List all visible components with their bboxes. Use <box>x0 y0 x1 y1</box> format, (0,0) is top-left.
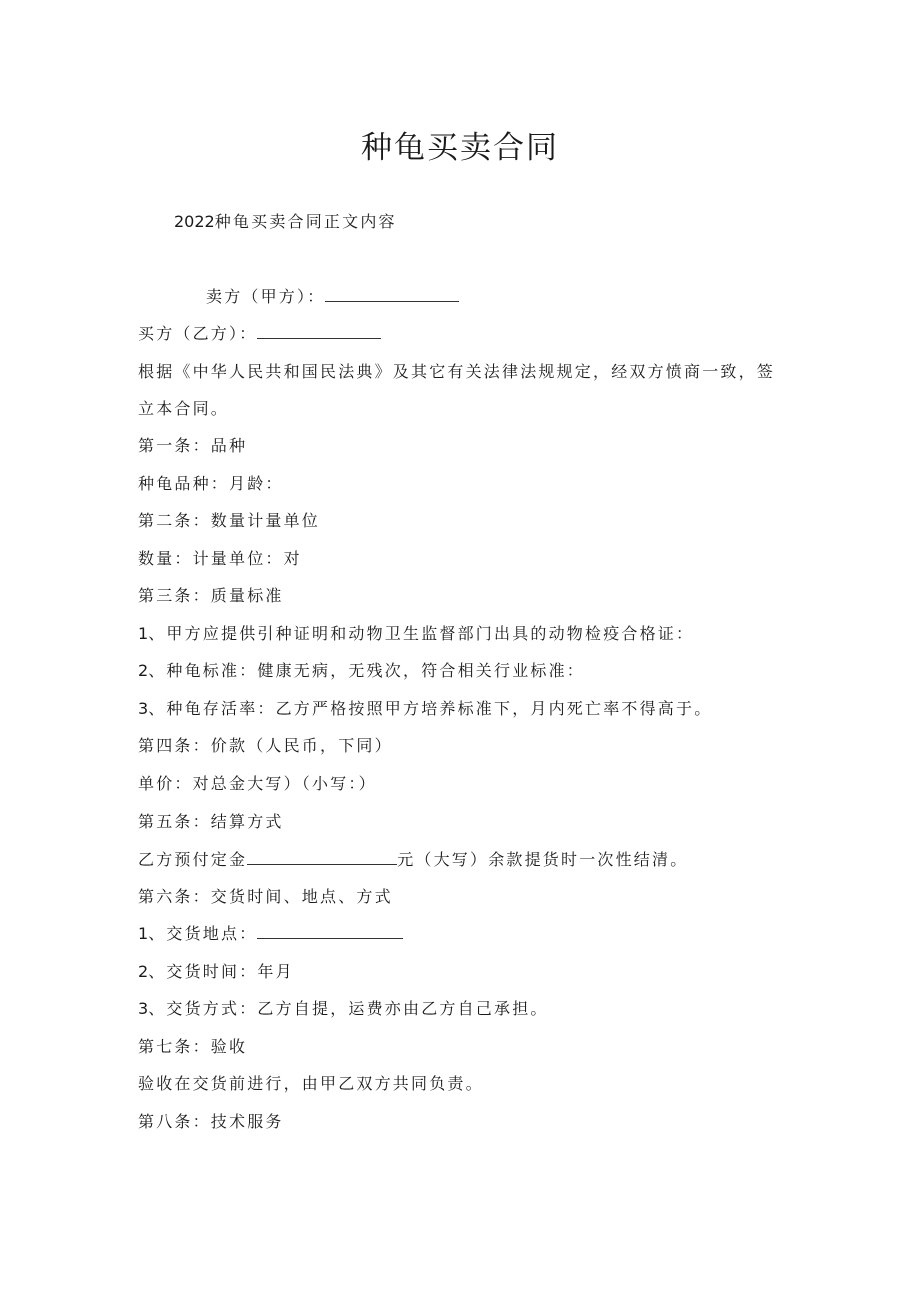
article-6-title: 第六条：交货时间、地点、方式 <box>138 887 393 906</box>
article-2-title: 第二条：数量计量单位 <box>138 511 321 530</box>
buyer-line <box>138 322 381 346</box>
article-6-item <box>138 997 549 1021</box>
deposit-label: 乙方预付定金 <box>138 850 248 869</box>
item-number: 1 <box>138 924 149 943</box>
seller-blank <box>325 287 459 302</box>
subtitle-year: 2022 <box>174 212 215 231</box>
delivery-place-blank <box>257 924 403 939</box>
item-text: 、交货地点： <box>148 924 258 943</box>
item-number: 1 <box>138 624 149 643</box>
article-5-body <box>138 848 688 872</box>
article-7-title: 第七条：验收 <box>138 1037 248 1056</box>
article-3-item <box>138 697 712 721</box>
intro-line-1: 根据《中华人民共和国民法典》及其它有关法律法规规定，经双方愤商一致，签 <box>138 362 776 381</box>
article-4-body: 单价：对总金大写）（小写：） <box>138 774 377 793</box>
deposit-blank <box>247 850 397 865</box>
item-text: 、种龟标准：健康无病，无残次，符合相关行业标准： <box>148 661 585 680</box>
item-text: 、交货时间：年月 <box>148 962 294 981</box>
article-3-item <box>138 659 585 683</box>
seller-label: 卖方（甲方）： <box>206 287 326 306</box>
item-text: 、交货方式：乙方自提，运费亦由乙方自己承担。 <box>148 999 549 1018</box>
article-3-title: 第三条：质量标准 <box>138 586 284 605</box>
item-number: 2 <box>138 661 149 680</box>
article-1-body: 种龟品种：月龄： <box>138 474 284 493</box>
item-number: 2 <box>138 962 149 981</box>
subtitle-text: 种龟买卖合同正文内容 <box>214 212 397 231</box>
article-1-title: 第一条：品种 <box>138 436 248 455</box>
article-7-body: 验收在交货前进行，由甲乙双方共同负责。 <box>138 1074 484 1093</box>
deposit-suffix: 元（大写）余款提货时一次性结清。 <box>397 850 689 869</box>
article-5-title: 第五条：结算方式 <box>138 812 284 831</box>
buyer-label: 买方（乙方）： <box>138 324 258 343</box>
article-6-item <box>138 960 294 984</box>
subtitle <box>174 210 397 234</box>
article-3-item <box>138 622 694 646</box>
article-2-body: 数量：计量单位：对 <box>138 549 302 568</box>
article-6-item <box>138 922 403 946</box>
item-number: 3 <box>138 999 149 1018</box>
article-8-title: 第八条：技术服务 <box>138 1112 284 1131</box>
item-text: 、种龟存活率：乙方严格按照甲方培养标准下，月内死亡率不得高于。 <box>148 699 713 718</box>
item-number: 3 <box>138 699 149 718</box>
item-text: 、甲方应提供引种证明和动物卫生监督部门出具的动物检疫合格证： <box>148 624 695 643</box>
buyer-blank <box>257 324 381 339</box>
document-title: 种龟买卖合同 <box>361 130 559 166</box>
article-4-title: 第四条：价款（人民币，下同） <box>138 736 393 755</box>
seller-line <box>206 285 459 309</box>
intro-line-2: 立本合同。 <box>138 399 230 418</box>
